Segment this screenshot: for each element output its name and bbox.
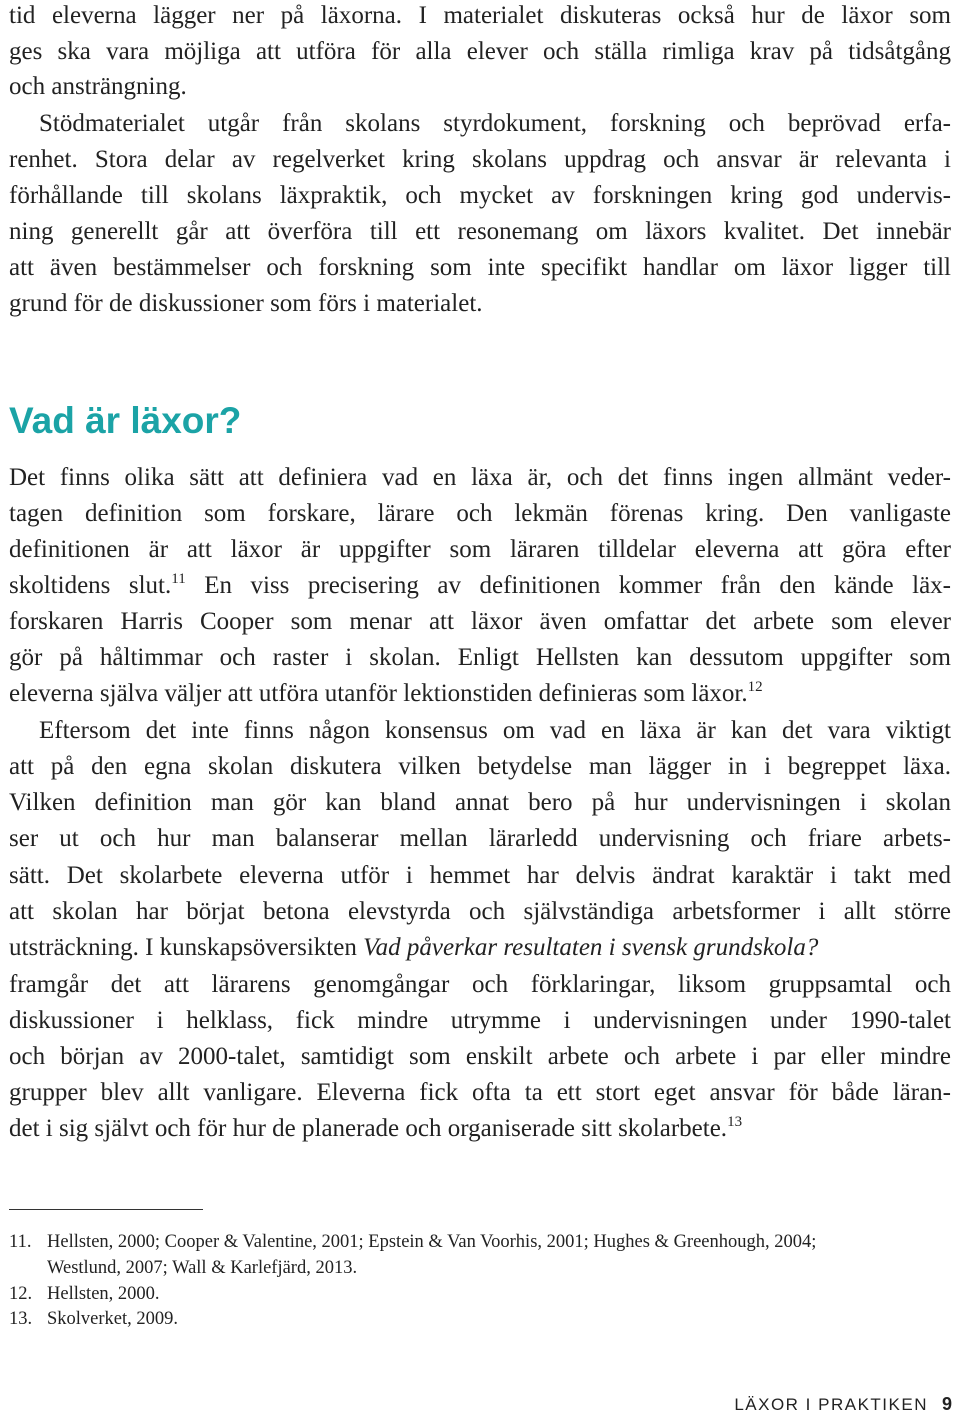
body-text-line: gör på håltimmar och raster i skolan. Enligt Hellsten kan dessutom uppgifter som — [9, 644, 951, 671]
book-title: Vad påverkar resultaten i svensk grundskola? — [363, 934, 819, 961]
body-text-line: Vilken definition man gör kan bland annat bero på hur undervisningen i skolan — [9, 789, 951, 816]
footnote-13 — [9, 1307, 178, 1331]
body-text-segment: eleverna själva väljer att utföra utanför lektionstiden definieras som läxor. — [9, 680, 748, 707]
body-text-line: Eftersom det inte finns någon konsensus om vad en läxa är kan det vara viktigt — [39, 717, 951, 744]
footnote-text: Hellsten, 2000; Cooper & Valentine, 2001; Epstein & Van Voorhis, 2001; Hughes & Greenhough, 2004; — [47, 1232, 817, 1252]
running-title: LÄXOR I PRAKTIKEN — [734, 1395, 928, 1414]
body-text-segment: det i sig självt och för hur de planerade och organiserade sitt skolarbete. — [9, 1115, 728, 1142]
body-text-line: definitionen är att läxor är uppgifter som läraren tilldelar eleverna att göra efter — [9, 536, 951, 563]
body-text-line — [9, 933, 818, 963]
body-text-segment: En viss precisering av definitionen kommer från den kände läx- — [185, 572, 951, 599]
body-text-line: och början av 2000-talet, samtidigt som enskilt arbete och arbete i par eller mindre — [9, 1043, 951, 1070]
footnote-number: 13. — [9, 1309, 33, 1329]
footnote-12 — [9, 1282, 160, 1306]
footnote-number: 12. — [9, 1284, 33, 1304]
body-text-line: forskaren Harris Cooper som menar att läxor även omfattar det arbete som elever — [9, 608, 951, 635]
body-text-line: diskussioner i helklass, fick mindre utrymme i undervisningen under 1990-talet — [9, 1007, 951, 1034]
footnote-11 — [9, 1230, 816, 1254]
body-text-line: ges ska vara möjliga att utföra för alla elever och ställa rimliga krav på tidsåtgång — [9, 38, 951, 65]
body-text-line: förhållande till skolans läxpraktik, och mycket av forskningen kring god undervis- — [9, 182, 951, 209]
footnote-reference-12[interactable]: 12 — [747, 679, 763, 695]
section-heading: Vad är läxor? — [9, 400, 242, 441]
body-text-line: renhet. Stora delar av regelverket kring skolans uppdrag och ansvar är relevanta i — [9, 146, 951, 173]
body-text-line: tid eleverna lägger ner på läxorna. I materialet diskuteras också hur de läxor som — [9, 2, 951, 29]
body-text-line: tagen definition som forskare, lärare och lekmän förenas kring. Den vanligaste — [9, 500, 951, 527]
body-text-line: ning generellt går att överföra till ett resonemang om läxors kvalitet. Det innebär — [9, 218, 951, 245]
footnote-reference-11[interactable]: 11 — [171, 571, 186, 587]
body-text-line — [9, 679, 763, 709]
body-text-line: att även bestämmelser och forskning som inte specifikt handlar om läxor ligger till — [9, 254, 951, 281]
page-number: 9 — [941, 1394, 952, 1414]
body-text-line: grupper blev allt vanligare. Eleverna fick ofta ta ett stort eget ansvar för både läran- — [9, 1079, 951, 1106]
body-text-line: grund för de diskussioner som förs i materialet. — [9, 290, 483, 317]
body-text-segment: skoltidens slut. — [9, 572, 172, 599]
body-text-line — [9, 571, 951, 601]
body-text-line: ser ut och hur man balanserar mellan lärarledd undervisning och friare arbets- — [9, 825, 951, 852]
body-text-line — [9, 1114, 742, 1144]
body-text-line: att på den egna skolan diskutera vilken betydelse man lägger in i begreppet läxa. — [9, 753, 951, 780]
page-footer — [734, 1393, 952, 1416]
body-text-line: Det finns olika sätt att definiera vad en läxa är, och det finns ingen allmänt veder- — [9, 464, 951, 491]
body-text-line: sätt. Det skolarbete eleverna utför i hemmet har delvis ändrat karaktär i takt med — [9, 862, 951, 889]
body-text-line: framgår det att lärarens genomgångar och förklaringar, liksom gruppsamtal och — [9, 971, 951, 998]
footnote-text: Hellsten, 2000. — [47, 1284, 160, 1304]
footnote-reference-13[interactable]: 13 — [727, 1114, 743, 1130]
footnote-divider — [9, 1209, 203, 1210]
body-text-line: att skolan har börjat betona elevstyrda och självständiga arbetsformer i allt större — [9, 898, 951, 925]
footnote-text: Skolverket, 2009. — [47, 1309, 179, 1329]
body-text-segment: utsträckning. I kunskapsöversikten — [9, 934, 364, 961]
body-text-line: och ansträngning. — [9, 73, 187, 100]
footnote-11-continuation: Westlund, 2007; Wall & Karlefjärd, 2013. — [47, 1258, 358, 1278]
body-text-line: Stödmaterialet utgår från skolans styrdokument, forskning och beprövad erfa- — [39, 110, 951, 137]
footnote-number: 11. — [9, 1232, 32, 1252]
